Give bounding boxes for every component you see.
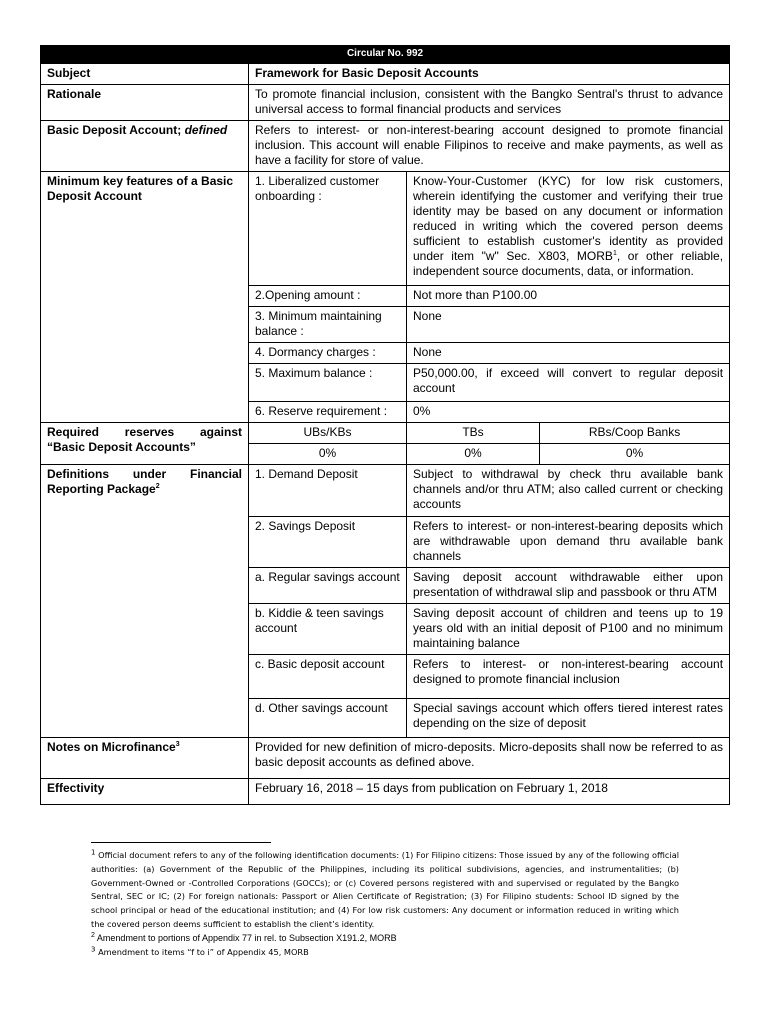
footnote-2-number: 2	[91, 931, 95, 939]
reserves-label-line2: “Basic Deposit Accounts”	[47, 440, 196, 454]
feature-label: 6. Reserve requirement :	[249, 402, 407, 423]
footnote-3	[91, 946, 679, 960]
effectivity-value: February 16, 2018 – 15 days from publication on February 1, 2018	[249, 779, 730, 805]
kyc-label: 1. Liberalized customer onboarding :	[249, 172, 407, 286]
circular-document	[40, 45, 729, 805]
definition-label: b. Kiddie & teen savings account	[249, 604, 407, 655]
features-label: Minimum key features of a Basic Deposit Account	[41, 172, 249, 423]
circular-table	[40, 45, 730, 805]
definitions-label-line1: Definitions under Financial	[47, 467, 242, 481]
footnote-1	[91, 849, 679, 932]
definition-value: Subject to withdrawal by check thru available bank channels and/or thru ATM; also called current or checking accounts	[407, 465, 730, 517]
definition-label: d. Other savings account	[249, 699, 407, 738]
basic-deposit-account-row	[41, 121, 730, 172]
feature-value: 0%	[407, 402, 730, 423]
definition-label: c. Basic deposit account	[249, 655, 407, 699]
feature-label: 3. Minimum maintaining balance :	[249, 307, 407, 343]
kyc-footnote-ref: 1	[612, 250, 617, 257]
definition-label: 2. Savings Deposit	[249, 517, 407, 568]
definitions-label-line2: Reporting Package	[47, 482, 156, 496]
reserves-header-row	[41, 423, 730, 444]
reserves-label-line1: Required reserves against	[47, 425, 242, 439]
basic-deposit-account-value: Refers to interest- or non-interest-bearing account designed to promote financial inclusion. This account will enable Filipinos to receive and make payments, as well as have a facility for store of value.	[249, 121, 730, 172]
footnote-1-text: Official document refers to any of the following identification documents: (1) For Filipino citizens: Those issued by any of the following official authorities: (a) Government of the Republic of the Philippines, including its political subdivisions, agencies, and instrumentalities; (b) Government-Owned or -Controlled Corporations (GOCCs); or (c) Covered persons registered with and supervised or regulated by the Bangko Sentral, SEC or IC; (2) For foreign nationals: Passport or Alien Certificate of Registration; (3) For Filipino students: School ID signed by the school principal or head of the educational institution; and (4) For low risk customers: Any document or information reduced in writing which the covered person deems sufficient to establish the client’s identity.	[91, 850, 679, 929]
definition-value: Saving deposit account of children and teens up to 19 years old with an initial deposit of P100 and no minimum maintaining balance	[407, 604, 730, 655]
effectivity-label: Effectivity	[41, 779, 249, 805]
definition-label: 1. Demand Deposit	[249, 465, 407, 517]
footnote-3-text: Amendment to items “f to i” of Appendix 45, MORB	[98, 946, 309, 957]
bda-label-main: Basic Deposit Account;	[47, 123, 182, 137]
reserve-value: 0%	[407, 444, 540, 465]
rationale-row	[41, 85, 730, 121]
reserve-value: 0%	[540, 444, 730, 465]
reserves-label	[41, 423, 249, 465]
microfinance-footnote-ref: 3	[175, 741, 180, 748]
microfinance-row	[41, 738, 730, 779]
subject-label: Subject	[41, 64, 249, 85]
footnote-separator	[91, 842, 271, 843]
definition-value: Saving deposit account withdrawable either upon presentation of withdrawal slip and passbook or thru ATM	[407, 568, 730, 604]
feature-label: 2.Opening amount :	[249, 286, 407, 307]
feature-value: Not more than P100.00	[407, 286, 730, 307]
rationale-value: To promote financial inclusion, consistent with the Bangko Sentral's thrust to advance universal access to formal financial products and services	[249, 85, 730, 121]
footnote-3-number: 3	[91, 944, 96, 953]
footnote-2	[91, 932, 679, 946]
subject-row	[41, 64, 730, 85]
kyc-value-b: , or other reliable, independent source documents, data, or information.	[413, 249, 724, 278]
footnotes	[91, 849, 679, 959]
definition-value: Refers to interest- or non-interest-bearing account designed to promote financial inclusion	[407, 655, 730, 699]
microfinance-value: Provided for new definition of micro-deposits. Micro-deposits shall now be referred to as basic deposit accounts as defined above.	[249, 738, 730, 779]
reserve-value: 0%	[249, 444, 407, 465]
kyc-value	[407, 172, 730, 286]
footnote-2-text: Amendment to portions of Appendix 77 in rel. to Subsection X191.2, MORB	[96, 932, 397, 943]
reserve-bank-type: RBs/Coop Banks	[540, 423, 730, 444]
effectivity-row	[41, 779, 730, 805]
basic-deposit-account-label	[41, 121, 249, 172]
header-row	[41, 46, 730, 64]
definition-value: Refers to interest- or non-interest-bearing deposits which are withdrawable upon demand thru available bank channels	[407, 517, 730, 568]
feature-label: 5. Maximum balance :	[249, 364, 407, 402]
definitions-row	[41, 465, 730, 517]
definition-value: Special savings account which offers tiered interest rates depending on the size of deposit	[407, 699, 730, 738]
reserve-bank-type: TBs	[407, 423, 540, 444]
definitions-label-line2-wrap	[47, 482, 242, 497]
feature-label: 4. Dormancy charges :	[249, 343, 407, 364]
feature-value: P50,000.00, if exceed will convert to regular deposit account	[407, 364, 730, 402]
features-row-kyc	[41, 172, 730, 286]
microfinance-label	[41, 738, 249, 779]
reserve-bank-type: UBs/KBs	[249, 423, 407, 444]
rationale-label: Rationale	[41, 85, 249, 121]
kyc-value-a: Know-Your-Customer (KYC) for low risk customers, wherein identifying the customer and verifying their true identity may be based on any document or information reduced in writing which the covered person deems sufficient to establish customer's identity as provided under item "w" Sec. X803, MORB	[413, 174, 724, 263]
definition-label: a. Regular savings account	[249, 568, 407, 604]
bda-label-em: defined	[184, 123, 228, 137]
microfinance-label-text: Notes on Microfinance	[47, 740, 176, 754]
feature-value: None	[407, 307, 730, 343]
definitions-label	[41, 465, 249, 738]
circular-title: Circular No. 992	[41, 46, 730, 64]
subject-value: Framework for Basic Deposit Accounts	[249, 64, 730, 85]
feature-value: None	[407, 343, 730, 364]
definitions-footnote-ref: 2	[155, 483, 160, 490]
footnote-1-number: 1	[91, 848, 96, 857]
